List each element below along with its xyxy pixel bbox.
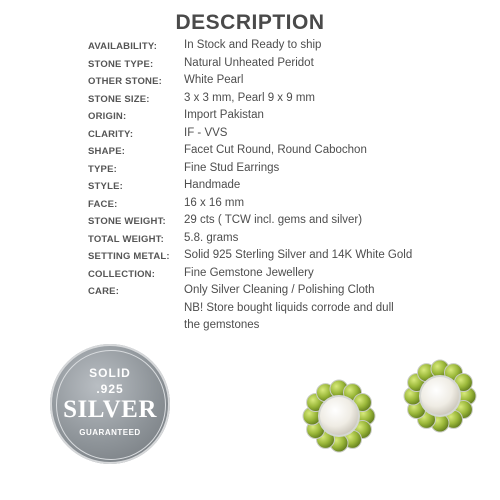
- badge-line-guaranteed: GUARANTEED: [79, 428, 141, 437]
- spec-row-face: [0, 197, 500, 214]
- spec-row-stone-type: [0, 57, 500, 74]
- spec-value: Handmade: [184, 179, 241, 191]
- pearl: [421, 377, 459, 415]
- spec-value: Import Pakistan: [184, 109, 264, 121]
- spec-row-collection: [0, 267, 500, 284]
- spec-row-care: [0, 284, 500, 301]
- spec-row-clarity: [0, 127, 500, 144]
- spec-row-shape: [0, 144, 500, 161]
- spec-value: Fine Gemstone Jewellery: [184, 266, 314, 279]
- spec-value: Fine Stud Earrings: [184, 161, 280, 174]
- spec-value: 5.8. grams: [184, 231, 239, 244]
- spec-value: Only Silver Cleaning / Polishing Cloth: [184, 284, 375, 296]
- spec-row-availability: [0, 39, 500, 56]
- spec-row-stone-weight: [0, 214, 500, 231]
- spec-value: 16 x 16 mm: [184, 196, 245, 209]
- spec-value: NB! Store bought liquids corrode and dull: [184, 301, 394, 314]
- spec-label: TOTAL WEIGHT:: [88, 233, 164, 245]
- spec-label: OTHER STONE:: [88, 76, 163, 87]
- earring-right: [404, 360, 476, 432]
- spec-value: In Stock and Ready to ship: [184, 39, 322, 51]
- badge-line-solid: SOLID: [89, 366, 131, 380]
- spec-row-total-weight: [0, 232, 500, 249]
- spec-value: Natural Unheated Peridot: [184, 56, 314, 69]
- spec-value: 3 x 3 mm, Pearl 9 x 9 mm: [184, 91, 316, 104]
- spec-label: STONE SIZE:: [88, 93, 150, 105]
- spec-label: TYPE:: [88, 163, 117, 175]
- spec-label: STONE WEIGHT:: [88, 216, 166, 227]
- spec-value: Solid 925 Sterling Silver and 14K White Gold: [184, 249, 413, 261]
- spec-row-care-note: [0, 302, 500, 319]
- earring-left: [303, 380, 375, 452]
- earrings-image: [292, 340, 488, 470]
- spec-label: STYLE:: [88, 181, 123, 192]
- badge-line-925: .925: [96, 382, 124, 396]
- spec-label: ORIGIN:: [88, 111, 127, 122]
- spec-label: CARE:: [88, 286, 120, 297]
- solid-silver-badge: [50, 344, 170, 464]
- badge-line-silver: SILVER: [63, 396, 157, 423]
- spec-row-stone-size: [0, 92, 500, 109]
- spec-label: FACE:: [88, 198, 118, 210]
- spec-label: SHAPE:: [88, 146, 126, 157]
- spec-value: IF - VVS: [184, 126, 228, 139]
- spec-value: White Pearl: [184, 74, 244, 86]
- spec-value: Facet Cut Round, Round Cabochon: [184, 144, 367, 156]
- spec-value: the gemstones: [184, 319, 260, 331]
- spec-label: COLLECTION:: [88, 268, 156, 280]
- page-title: DESCRIPTION: [175, 11, 325, 34]
- spec-row-other-stone: [0, 74, 500, 91]
- spec-label: STONE TYPE:: [88, 58, 154, 70]
- spec-row-origin: [0, 109, 500, 126]
- spec-row-type: [0, 162, 500, 179]
- spec-label: SETTING METAL:: [88, 251, 170, 262]
- spec-label: AVAILABILITY:: [88, 41, 158, 52]
- spec-row-setting-metal: [0, 249, 500, 266]
- spec-value: 29 cts ( TCW incl. gems and silver): [184, 214, 363, 226]
- pearl: [320, 397, 358, 435]
- spec-row-care-note-cont: [0, 319, 500, 336]
- spec-row-style: [0, 179, 500, 196]
- spec-label: CLARITY:: [88, 128, 134, 140]
